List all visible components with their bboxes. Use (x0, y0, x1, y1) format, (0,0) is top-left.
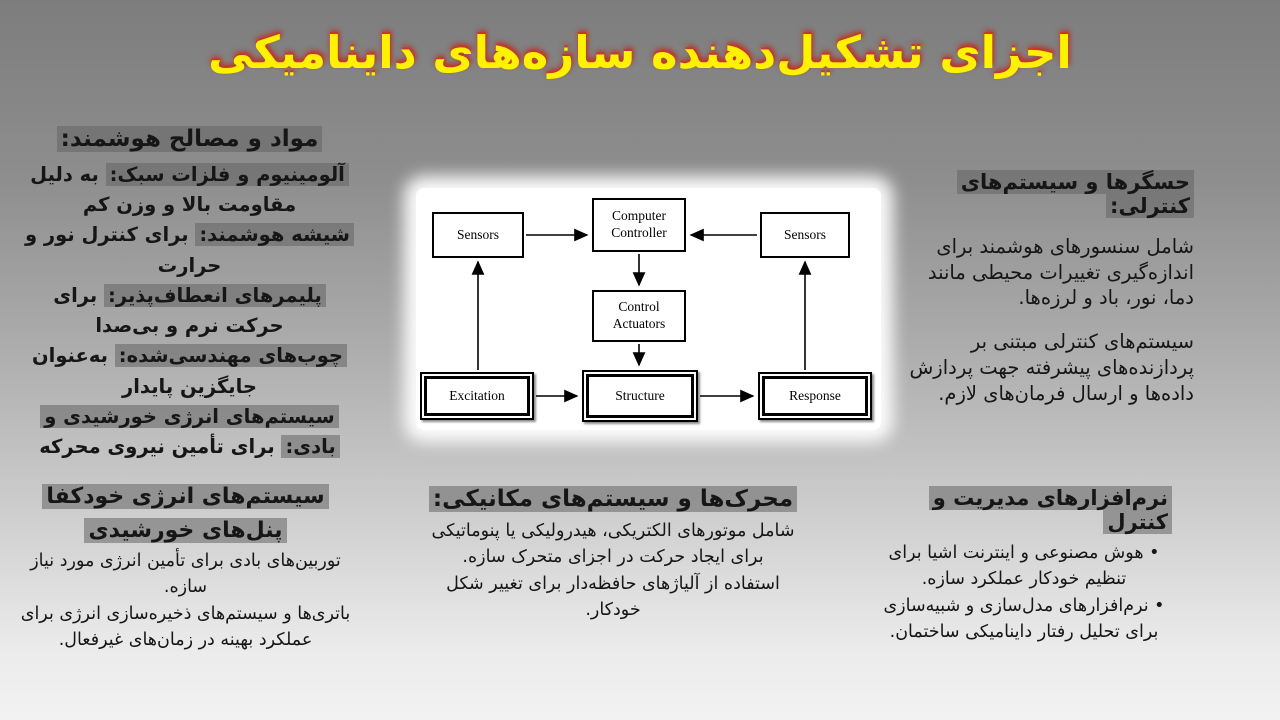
energy-systems-header-2 (18, 514, 353, 548)
material-desc: برای تأمین نیروی محرکه (39, 434, 282, 458)
actuators-mechanical-header (428, 486, 798, 512)
material-item-smart-glass (22, 220, 357, 280)
energy-systems-header-2-text: پنل‌های خورشیدی (84, 518, 286, 543)
control-system-diagram (416, 188, 881, 430)
sensors-control-block (902, 170, 1194, 424)
software-bullet-1: • هوش مصنوعی و اینترنت اشیا برای تنظیم خودکار عملکرد سازه. (888, 543, 1160, 590)
sensors-control-header (902, 170, 1194, 218)
material-term: چوب‌های مهندسی‌شده: (115, 344, 347, 367)
material-term: آلومینیوم و فلزات سبک: (106, 163, 349, 186)
energy-systems-para-1: توربین‌های بادی برای تأمین انرژی مورد نیاز سازه. (30, 551, 341, 598)
energy-systems-header-1-text: سیستم‌های انرژی خودکفا (42, 484, 328, 509)
sensors-control-header-text: حسگرها و سیستم‌های کنترلی: (957, 170, 1194, 218)
diagram-box-control-actuators: Control Actuators (592, 290, 686, 342)
material-term: پلیمرهای انعطاف‌پذیر: (104, 284, 326, 307)
material-item-engineered-wood (22, 341, 357, 401)
material-desc: به‌عنوان جایگزین پایدار (32, 344, 257, 398)
material-term: سیستم‌های انرژی خورشیدی و بادی: (40, 405, 340, 458)
smart-materials-header (22, 126, 357, 152)
diagram-box-structure: Structure (582, 370, 698, 422)
smart-materials-block (22, 126, 357, 462)
diagram-box-excitation: Excitation (420, 372, 534, 420)
software-block (876, 486, 1172, 645)
energy-systems-header-1 (18, 480, 353, 514)
software-bullet-2: • نرم‌افزارهای مدل‌سازی و شبیه‌سازی برای تحلیل رفتار داینامیکی ساختمان. (883, 595, 1165, 642)
diagram-box-response: Response (758, 372, 872, 420)
material-item-solar-wind (22, 402, 357, 462)
software-header (876, 486, 1172, 534)
sensors-control-para-1: شامل سنسورهای هوشمند برای اندازه‌گیری تغییرات محیطی مانند دما، نور، باد و لرزه‌ها. (927, 235, 1194, 310)
diagram-box-sensors-left: Sensors (432, 212, 524, 258)
material-desc: برای کنترل نور و حرارت (25, 223, 222, 277)
software-header-text: نرم‌افزارهای مدیریت و کنترل (929, 486, 1172, 534)
diagram-box-sensors-right: Sensors (760, 212, 850, 258)
material-item-polymers (22, 281, 357, 341)
sensors-control-para-2: سیستم‌های کنترلی مبتنی بر پردازنده‌های پیشرفته جهت پردازش داده‌ها و ارسال فرمان‌های لازم. (909, 330, 1194, 405)
material-desc: به دلیل مقاومت بالا و وزن کم (30, 163, 297, 217)
material-item-aluminum (22, 160, 357, 220)
material-term: شیشه هوشمند: (195, 223, 354, 246)
actuators-mechanical-para-1: شامل موتورهای الکتریکی، هیدرولیکی یا پنوماتیکی برای ایجاد حرکت در اجزای متحرک سازه. (431, 521, 795, 568)
actuators-mechanical-header-text: محرک‌ها و سیستم‌های مکانیکی: (429, 486, 797, 512)
energy-systems-block (18, 480, 353, 653)
actuators-mechanical-para-2: استفاده از آلیاژهای حافظه‌دار برای تغییر شکل خودکار. (446, 573, 780, 620)
slide-title: اجزای تشکیل‌دهنده سازه‌های داینامیکی (208, 26, 1072, 79)
energy-systems-para-2: باتری‌ها و سیستم‌های ذخیره‌سازی انرژی برای عملکرد بهینه در زمان‌های غیرفعال. (20, 603, 351, 650)
actuators-mechanical-block (428, 486, 798, 623)
diagram-box-computer-controller: Computer Controller (592, 198, 686, 252)
material-desc: برای حرکت نرم و بی‌صدا (53, 283, 284, 338)
smart-materials-header-text: مواد و مصالح هوشمند: (57, 126, 323, 152)
